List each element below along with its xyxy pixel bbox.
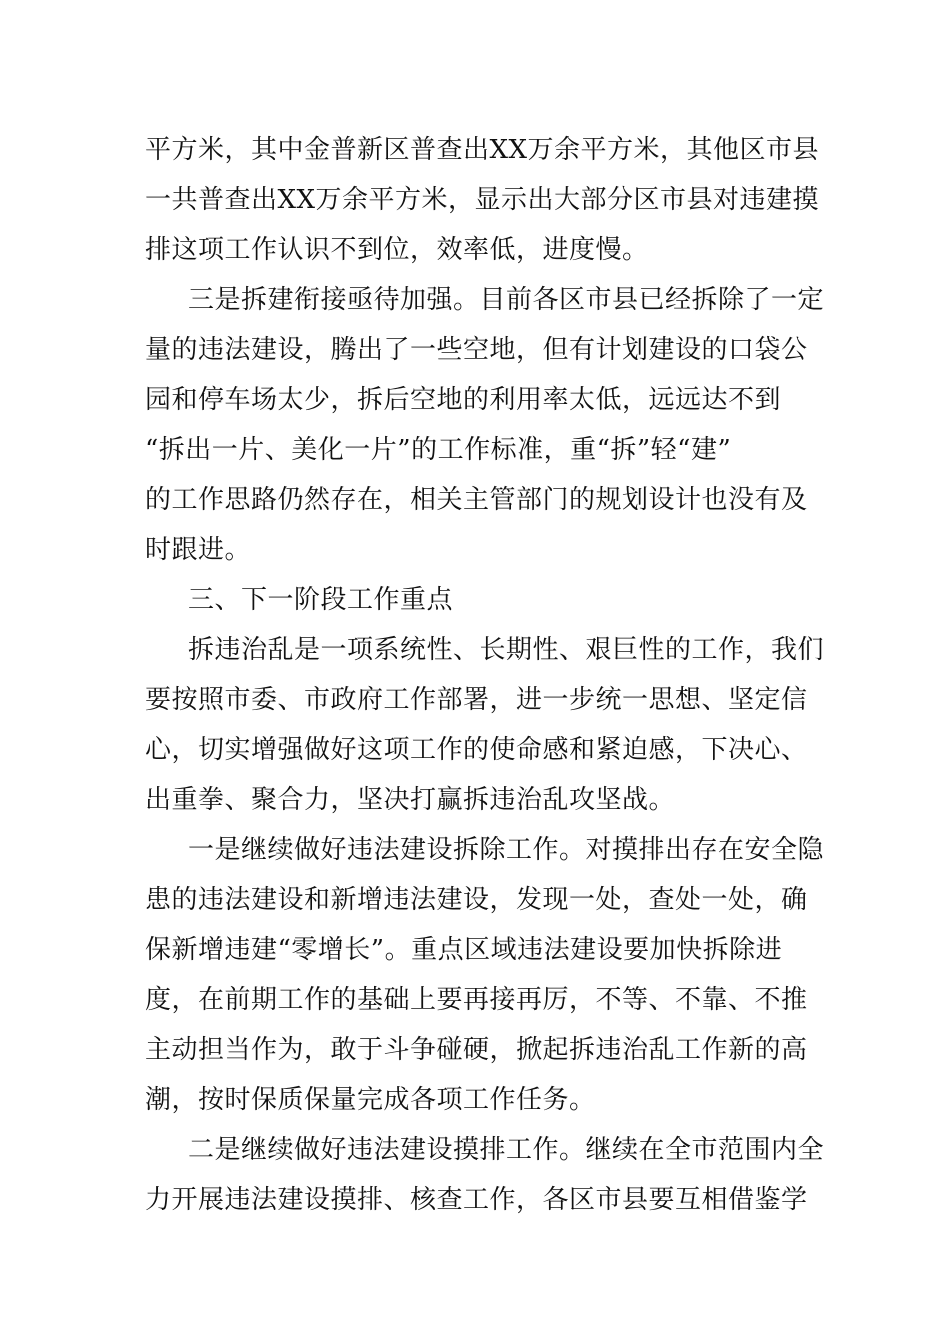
- line-text: 一是继续做好违法建设拆除工作。对摸排出存在安全隐: [188, 835, 825, 865]
- section-heading: [188, 580, 810, 620]
- text-line: [145, 130, 820, 170]
- heading-text: 三、下一阶段工作重点: [188, 585, 454, 615]
- text-line: [145, 930, 810, 970]
- text-line: [145, 1030, 810, 1070]
- line-text: 要按照市委、市政府工作部署，进一步统一思想、坚定信: [145, 685, 808, 715]
- text-line: [145, 530, 810, 570]
- text-line: [145, 330, 810, 370]
- paragraph-first-line: [188, 280, 825, 320]
- line-text: 主动担当作为，敢于斗争碰硬，掀起拆违治乱工作新的高: [145, 1035, 808, 1065]
- line-text: 心，切实增强做好这项工作的使命感和紧迫感，下决心、: [145, 735, 808, 765]
- line-text: 一共普查出XX万余平方米，显示出大部分区市县对违建摸: [145, 185, 820, 215]
- line-text: 力开展违法建设摸排、核查工作，各区市县要互相借鉴学: [145, 1185, 808, 1215]
- text-line: [145, 180, 820, 220]
- line-text: 平方米，其中金普新区普查出XX万余平方米，其他区市县: [145, 135, 820, 165]
- line-text: 排这项工作认识不到位，效率低，进度慢。: [145, 235, 649, 265]
- line-text: 时跟进。: [145, 535, 252, 565]
- line-text: 保新增违建“零增长”。重点区域违法建设要加快拆除进: [145, 935, 783, 965]
- text-line: [145, 1180, 810, 1220]
- paragraph-first-line: [188, 830, 825, 870]
- text-line: [145, 480, 810, 520]
- line-text: 患的违法建设和新增违法建设，发现一处，查处一处，确: [145, 885, 808, 915]
- line-text: “拆出一片、美化一片”的工作标准，重“拆”轻“建”: [145, 435, 732, 465]
- line-text: 量的违法建设，腾出了一些空地，但有计划建设的口袋公: [145, 335, 808, 365]
- text-line: [145, 880, 810, 920]
- text-line: [145, 430, 810, 470]
- text-line: [145, 730, 810, 770]
- line-text: 二是继续做好违法建设摸排工作。继续在全市范围内全: [188, 1135, 825, 1165]
- line-text: 园和停车场太少，拆后空地的利用率太低，远远达不到: [145, 385, 782, 415]
- text-line: [145, 980, 810, 1020]
- line-text: 潮，按时保质保量完成各项工作任务。: [145, 1085, 596, 1115]
- line-text: 出重拳、聚合力，坚决打赢拆违治乱攻坚战。: [145, 785, 676, 815]
- text-line: [145, 380, 810, 420]
- text-line: [145, 230, 810, 270]
- line-text: 的工作思路仍然存在，相关主管部门的规划设计也没有及: [145, 485, 808, 515]
- paragraph-first-line: [188, 1130, 825, 1170]
- text-line: [145, 1080, 810, 1120]
- text-line: [145, 780, 810, 820]
- line-text: 三是拆建衔接亟待加强。目前各区市县已经拆除了一定: [188, 285, 825, 315]
- paragraph-first-line: [188, 630, 825, 670]
- line-text: 度，在前期工作的基础上要再接再厉，不等、不靠、不推: [145, 985, 808, 1015]
- line-text: 拆违治乱是一项系统性、长期性、艰巨性的工作，我们: [188, 635, 825, 665]
- text-line: [145, 680, 810, 720]
